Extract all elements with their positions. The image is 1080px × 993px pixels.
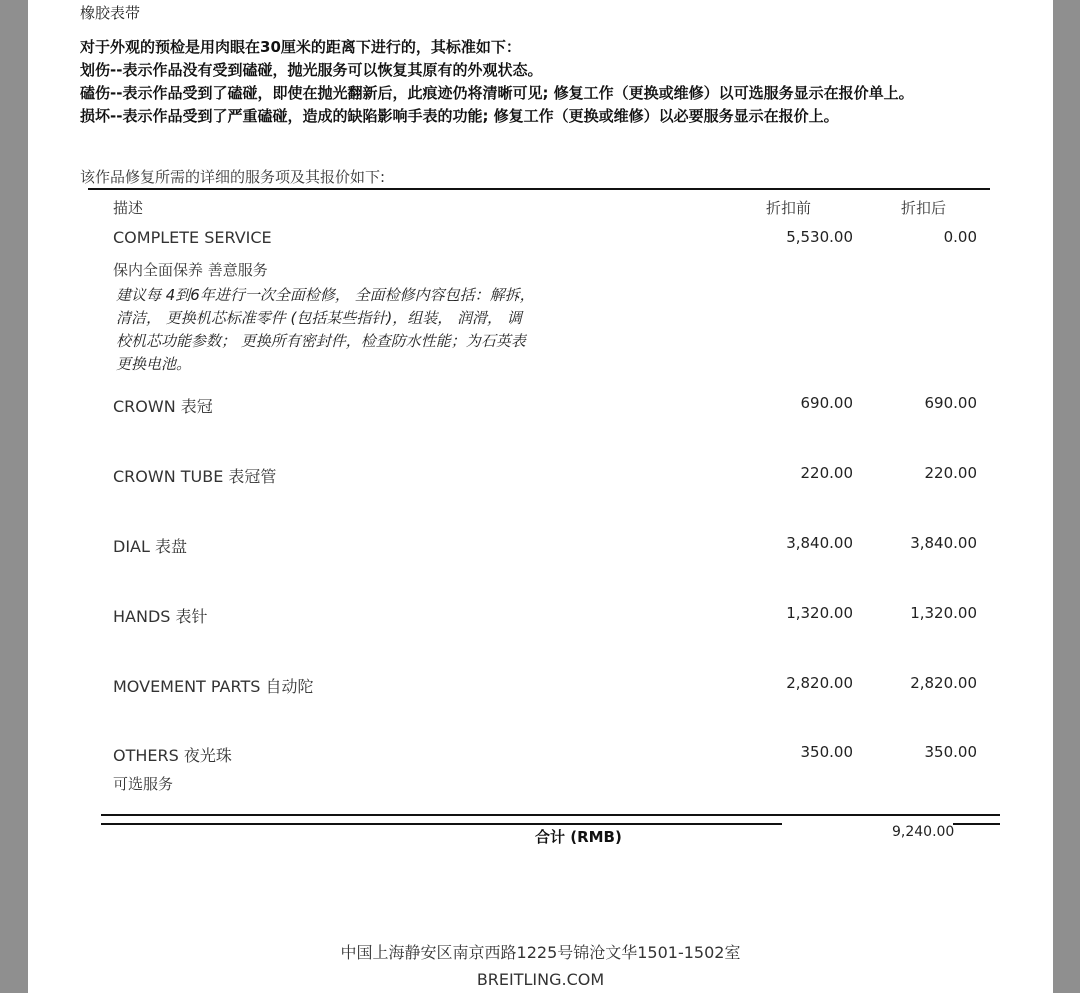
table-row-after: 350.00 xyxy=(924,743,977,761)
service-note: 保内全面保养 善意服务 xyxy=(113,261,268,279)
header-rule xyxy=(88,188,990,190)
table-row-after: 3,840.00 xyxy=(910,534,977,552)
col-desc-header: 描述 xyxy=(113,199,144,217)
table-row-before: 350.00 xyxy=(800,743,853,761)
product-name: 橡胶表带 xyxy=(80,4,141,22)
table-row-before: 1,320.00 xyxy=(786,604,853,622)
total-label: 合计 (RMB) xyxy=(535,828,622,846)
company-address: 中国上海静安区南京西路1225号锦沧文华1501-1502室 xyxy=(340,943,741,962)
criteria-damage: 损坏--表示作品受到了严重磕碰，造成的缺陷影响手表的功能; 修复工作（更换或维修）以必要服务显示在报价上。 xyxy=(80,107,839,125)
table-row-before: 3,840.00 xyxy=(786,534,853,552)
table-row-desc: COMPLETE SERVICE xyxy=(113,228,272,247)
col-before-header: 折扣前 xyxy=(766,199,812,217)
criteria-scratch: 划伤--表示作品没有受到磕碰，抛光服务可以恢复其原有的外观状态。 xyxy=(80,61,543,79)
criteria-dent: 磕伤--表示作品受到了磕碰，即使在抛光翻新后，此痕迹仍将清晰可见; 修复工作（更换或维修）以可选服务显示在报价单上。 xyxy=(80,84,914,102)
table-row-desc: MOVEMENT PARTS 自动陀 xyxy=(113,677,314,696)
inspection-criteria xyxy=(80,36,1000,128)
table-row-desc: CROWN 表冠 xyxy=(113,397,213,416)
col-after-header: 折扣后 xyxy=(901,199,947,217)
table-row-desc: HANDS 表针 xyxy=(113,607,208,626)
optional-note: 可选服务 xyxy=(113,775,174,793)
table-row-after: 690.00 xyxy=(924,394,977,412)
criteria-intro: 对于外观的预检是用肉眼在30厘米的距离下进行的，其标准如下： xyxy=(80,38,521,56)
table-row-desc: OTHERS 夜光珠 xyxy=(113,746,232,765)
table-row-before: 690.00 xyxy=(800,394,853,412)
table-row-before: 220.00 xyxy=(800,464,853,482)
table-row-desc: DIAL 表盘 xyxy=(113,537,187,556)
service-detail: 建议每 4到6年进行一次全面检修， 全面检修内容包括：解拆， 清洁， 更换机芯标准零件 (包括某些指针)，组装， 润滑， 调校机芯功能参数； 更换所有密封件，检查防水性能；为石英表更换电池。 xyxy=(116,286,535,373)
table-row-after: 220.00 xyxy=(924,464,977,482)
table-row-after: 1,320.00 xyxy=(910,604,977,622)
website-link[interactable]: BREITLING.COM xyxy=(476,970,605,989)
total-rule-right xyxy=(953,823,1000,825)
total-value: 9,240.00 xyxy=(892,824,955,840)
quote-intro: 该作品修复所需的详细的服务项及其报价如下: xyxy=(80,168,386,186)
table-row-desc: CROWN TUBE 表冠管 xyxy=(113,467,277,486)
quote-page xyxy=(28,0,1053,993)
table-row-before: 5,530.00 xyxy=(786,228,853,246)
table-row-before: 2,820.00 xyxy=(786,674,853,692)
total-rule-top xyxy=(101,814,1000,816)
table-row-after: 0.00 xyxy=(943,228,977,246)
total-rule-left xyxy=(101,823,782,825)
table-row-after: 2,820.00 xyxy=(910,674,977,692)
